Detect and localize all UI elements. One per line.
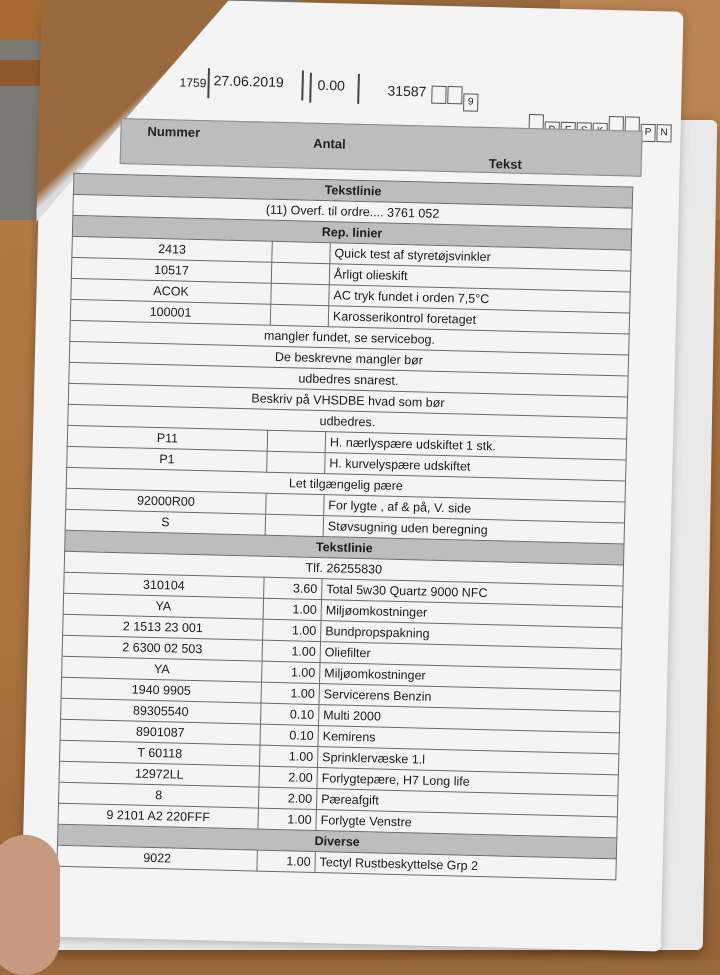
item-number: YA bbox=[62, 656, 262, 682]
item-number: ACOK bbox=[71, 278, 271, 304]
item-text: Multi 2000 bbox=[318, 705, 619, 733]
text-line: Let tilgængelig pære bbox=[66, 467, 625, 502]
item-quantity bbox=[266, 493, 324, 515]
item-quantity: 1.00 bbox=[263, 598, 321, 620]
text-line: Beskriv på VHSDBE hvad som bør bbox=[68, 383, 627, 418]
item-quantity: 1.00 bbox=[262, 640, 320, 662]
item-number: S bbox=[65, 509, 265, 535]
item-quantity: 0.10 bbox=[260, 724, 318, 746]
item-number: YA bbox=[63, 593, 263, 619]
text-line: Tlf. 26255830 bbox=[64, 551, 623, 586]
item-number: 9 2101 A2 220FFF bbox=[58, 803, 258, 829]
item-text: Quick test af styretøjsvinkler bbox=[330, 243, 631, 271]
item-number: 12972LL bbox=[59, 761, 259, 787]
header-box-empty bbox=[431, 86, 446, 104]
item-text: Støvsugning uden beregning bbox=[323, 516, 624, 544]
item-text: Tectyl Rustbeskyttelse Grp 2 bbox=[315, 852, 616, 880]
item-text: Kemirens bbox=[318, 726, 619, 754]
item-number: 8 bbox=[59, 782, 259, 808]
item-quantity: 1.00 bbox=[262, 661, 320, 683]
item-quantity: 0.10 bbox=[261, 703, 319, 725]
order-lines-table bbox=[56, 173, 633, 880]
item-number: 10517 bbox=[71, 257, 271, 283]
item-quantity: 3.60 bbox=[264, 577, 322, 599]
section-title: Diverse bbox=[57, 824, 616, 859]
section-title: Rep. linier bbox=[72, 215, 631, 250]
item-quantity bbox=[267, 430, 325, 452]
item-quantity bbox=[271, 262, 329, 284]
header-date: 27.06.2019 bbox=[213, 72, 284, 91]
column-header-antal: Antal bbox=[313, 135, 346, 152]
item-number: 2 6300 02 503 bbox=[62, 635, 262, 661]
item-quantity: 1.00 bbox=[261, 682, 319, 704]
item-quantity bbox=[272, 241, 330, 263]
item-text: H. kurvelyspære udskiftet bbox=[325, 453, 626, 481]
header-checkboxes bbox=[431, 86, 480, 112]
item-quantity: 1.00 bbox=[257, 850, 315, 872]
item-text: Oliefilter bbox=[320, 642, 621, 670]
item-number: 100001 bbox=[70, 299, 270, 325]
item-quantity bbox=[265, 514, 323, 536]
header-amount: 0.00 bbox=[317, 76, 346, 94]
item-number: 2 1513 23 001 bbox=[63, 614, 263, 640]
item-number: P11 bbox=[67, 425, 267, 451]
item-quantity: 1.00 bbox=[259, 745, 317, 767]
pn-letter: P bbox=[640, 124, 655, 142]
item-number: P1 bbox=[67, 446, 267, 472]
text-line: (11) Overf. til ordre.... 3761 052 bbox=[73, 194, 632, 229]
item-number: 89305540 bbox=[61, 698, 261, 724]
item-quantity: 2.00 bbox=[258, 787, 316, 809]
item-text: Forlygte Venstre bbox=[316, 810, 617, 838]
item-number: 9022 bbox=[57, 845, 257, 871]
item-text: Bundpropspakning bbox=[321, 621, 622, 649]
item-number: T 60118 bbox=[60, 740, 260, 766]
item-text: AC tryk fundet i orden 7,5°C bbox=[329, 285, 630, 313]
text-line: mangler fundet, se servicebog. bbox=[70, 320, 629, 355]
section-title: Tekstlinie bbox=[65, 530, 624, 565]
section-title: Tekstlinie bbox=[73, 173, 632, 208]
item-text: For lygte , af & på, V. side bbox=[324, 495, 625, 523]
item-text: Pæreafgift bbox=[316, 789, 617, 817]
pn-letter: N bbox=[656, 124, 671, 142]
item-quantity bbox=[270, 304, 328, 326]
text-line: udbedres snarest. bbox=[69, 362, 628, 397]
item-quantity bbox=[271, 283, 329, 305]
item-text: Årligt olieskift bbox=[329, 264, 630, 292]
item-number: 310104 bbox=[64, 572, 264, 598]
item-number: 2413 bbox=[72, 236, 272, 262]
item-quantity: 1.00 bbox=[263, 619, 321, 641]
order-lines-body bbox=[57, 173, 633, 879]
item-text: Total 5w30 Quartz 9000 NFC bbox=[322, 579, 623, 607]
item-number: 1940 9905 bbox=[61, 677, 261, 703]
item-number: 8901087 bbox=[60, 719, 260, 745]
item-text: H. nærlyspære udskiftet 1 stk. bbox=[325, 432, 626, 460]
item-text: Forlygtepære, H7 Long life bbox=[317, 768, 618, 796]
item-quantity: 1.00 bbox=[258, 808, 316, 830]
thumb bbox=[0, 835, 60, 975]
column-header-tekst: Tekst bbox=[488, 156, 522, 172]
header-code: 31587 bbox=[387, 82, 427, 100]
header-ref: 1759 bbox=[179, 75, 207, 91]
item-text: Sprinklervæske 1.l bbox=[317, 747, 618, 775]
column-header-nummer: Nummer bbox=[147, 123, 201, 140]
header-box-digit: 9 bbox=[463, 93, 478, 111]
item-text: Karosserikontrol foretaget bbox=[328, 306, 629, 334]
item-quantity: 2.00 bbox=[259, 766, 317, 788]
item-quantity bbox=[267, 451, 325, 473]
text-line: udbedres. bbox=[68, 404, 627, 439]
item-number: 92000R00 bbox=[66, 488, 266, 514]
item-text: Miljøomkostninger bbox=[321, 600, 622, 628]
item-text: Miljøomkostninger bbox=[320, 663, 621, 691]
text-line: De beskrevne mangler bør bbox=[69, 341, 628, 376]
header-box-empty bbox=[447, 86, 462, 104]
item-text: Servicerens Benzin bbox=[319, 684, 620, 712]
